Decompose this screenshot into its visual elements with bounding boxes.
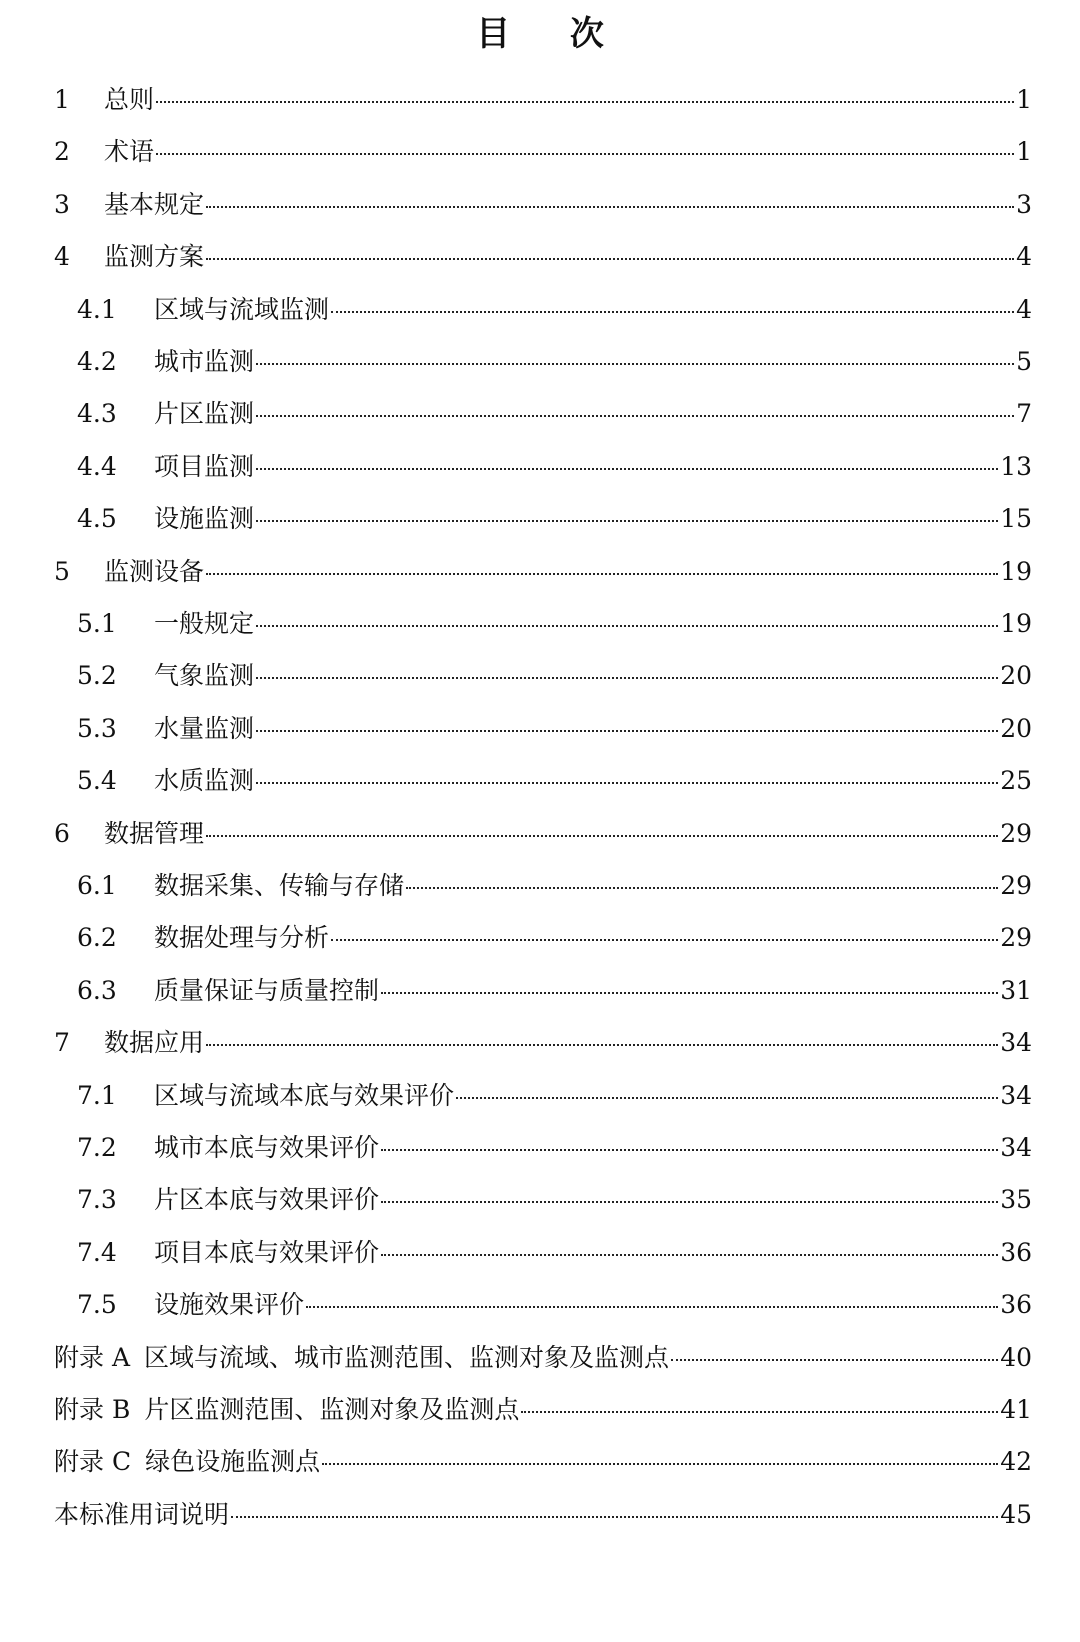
toc-entry-label: 水量监测 [154, 713, 255, 743]
dot-leader [256, 623, 998, 627]
toc-entry-number: 5.3 [77, 713, 117, 743]
toc-entry-number: 附录 A [54, 1342, 131, 1372]
toc-entry-number: 7.5 [77, 1290, 117, 1320]
toc-entry-page-number: 25 [1000, 766, 1032, 796]
toc-entry[interactable] [54, 185, 1032, 225]
toc-entry-page-number: 4 [1016, 294, 1032, 324]
dot-leader [206, 833, 998, 837]
toc-entry-page-number: 36 [1000, 1237, 1032, 1267]
toc-entry-number: 附录 C [54, 1447, 132, 1477]
dot-leader [406, 885, 998, 889]
toc-entry-page-number: 7 [1016, 399, 1032, 429]
toc-entry[interactable] [54, 1390, 1032, 1430]
toc-entry[interactable] [77, 1180, 1032, 1220]
toc-entry-page-number: 1 [1016, 85, 1032, 114]
toc-entry-label: 监测设备 [104, 556, 205, 586]
toc-entry[interactable] [54, 552, 1032, 592]
toc-entry-number: 4 [54, 242, 70, 272]
toc-entry-label: 一般规定 [154, 609, 255, 638]
toc-entry[interactable] [54, 80, 1032, 120]
toc-entry-page-number: 3 [1016, 189, 1032, 219]
dot-leader [671, 1357, 998, 1361]
toc-entry-label: 设施监测 [154, 504, 255, 534]
toc-entry-number: 4.2 [77, 347, 117, 376]
dot-leader [456, 1095, 998, 1099]
toc-entry[interactable] [77, 1233, 1032, 1273]
toc-entry-page-number: 20 [1000, 661, 1032, 691]
toc-entry-page-number: 35 [1000, 1185, 1032, 1215]
toc-entry-page-number: 42 [1000, 1447, 1032, 1477]
toc-entry-number: 5.1 [77, 609, 117, 638]
toc-entry-page-number: 19 [1000, 556, 1032, 586]
dot-leader [156, 99, 1014, 103]
toc-entry[interactable] [77, 499, 1032, 539]
dot-leader [322, 1461, 998, 1465]
toc-entry-label: 水质监测 [154, 766, 255, 796]
toc-entry-page-number: 29 [1000, 818, 1032, 848]
toc-entry-label: 区域与流域本底与效果评价 [154, 1080, 455, 1110]
page-title: 目 次 [476, 14, 628, 54]
dot-leader [256, 361, 1014, 365]
dot-leader [206, 571, 998, 575]
toc-entry-number: 1 [54, 85, 70, 114]
dot-leader [256, 675, 998, 679]
toc-entry-number: 5.4 [77, 766, 117, 796]
toc-entry-page-number: 20 [1000, 713, 1032, 743]
toc-entry-label: 设施效果评价 [154, 1290, 305, 1320]
dot-leader [256, 518, 998, 522]
toc-entry-label: 气象监测 [154, 661, 255, 691]
toc-entry[interactable] [54, 132, 1032, 172]
toc-entry[interactable] [77, 709, 1032, 749]
toc-entry-number: 4.1 [77, 294, 117, 324]
toc-entry-number: 5.2 [77, 661, 117, 691]
toc-entry-number: 附录 B [54, 1395, 131, 1424]
toc-entry-label: 片区监测 [154, 399, 255, 429]
toc-entry-page-number: 40 [1000, 1342, 1032, 1372]
dot-leader [256, 466, 998, 470]
toc-entry-page-number: 41 [1000, 1395, 1032, 1424]
dot-leader [256, 728, 998, 732]
toc-entry-number: 6 [54, 818, 70, 848]
toc-entry-label: 数据应用 [104, 1028, 205, 1058]
toc-entry-label: 城市本底与效果评价 [154, 1133, 380, 1162]
toc-entry[interactable] [77, 866, 1032, 906]
toc-entry[interactable] [77, 918, 1032, 958]
toc-entry-label: 片区本底与效果评价 [154, 1185, 380, 1215]
toc-entry-page-number: 15 [1000, 504, 1032, 534]
toc-entry[interactable] [54, 814, 1032, 854]
toc-entry-page-number: 45 [1000, 1499, 1032, 1529]
toc-entry-label: 基本规定 [104, 189, 205, 219]
toc-entry[interactable] [77, 1128, 1032, 1168]
toc-entry[interactable] [77, 971, 1032, 1011]
toc-entry-label: 数据处理与分析 [154, 923, 330, 953]
toc-entry-number: 4.4 [77, 451, 117, 481]
dot-leader [331, 309, 1014, 313]
toc-entry[interactable] [77, 394, 1032, 434]
toc-entry[interactable] [77, 1285, 1032, 1325]
toc-entry-page-number: 4 [1016, 242, 1032, 272]
toc-entry-label: 片区监测范围、监测对象及监测点 [144, 1395, 520, 1424]
dot-leader [206, 204, 1014, 208]
dot-leader [381, 990, 998, 994]
toc-entry-page-number: 34 [1000, 1133, 1032, 1162]
toc-entry-page-number: 13 [1000, 451, 1032, 481]
toc-entry-label: 项目监测 [154, 451, 255, 481]
toc-entry-page-number: 29 [1000, 871, 1032, 900]
dot-leader [381, 1147, 998, 1151]
dot-leader [231, 1514, 998, 1518]
toc-entry[interactable] [54, 1338, 1032, 1378]
toc-entry-page-number: 5 [1016, 347, 1032, 376]
toc-entry-label: 质量保证与质量控制 [154, 975, 380, 1005]
toc-entry-label: 术语 [104, 137, 155, 167]
toc-entry[interactable] [54, 1442, 1032, 1482]
toc-entry-number: 7.2 [77, 1133, 117, 1162]
toc-entry-number: 6.1 [77, 871, 117, 900]
toc-entry-label: 本标准用词说明 [54, 1499, 230, 1529]
dot-leader [256, 780, 998, 784]
toc-entry[interactable] [77, 761, 1032, 801]
dot-leader [206, 1042, 998, 1046]
toc-entry-number: 4.5 [77, 504, 117, 534]
toc-entry[interactable] [77, 342, 1032, 382]
toc-entry-label: 监测方案 [104, 242, 205, 272]
toc-entry-number: 5 [54, 556, 70, 586]
toc-entry[interactable] [77, 447, 1032, 487]
toc-entry-number: 7.1 [77, 1080, 117, 1110]
dot-leader [156, 151, 1014, 155]
toc-entry-number: 3 [54, 189, 70, 219]
toc-entry[interactable] [77, 656, 1032, 696]
toc-entry-label: 绿色设施监测点 [145, 1447, 321, 1477]
toc-entry-number: 2 [54, 137, 70, 167]
toc-entry-page-number: 36 [1000, 1290, 1032, 1320]
toc-entry[interactable] [54, 1495, 1032, 1535]
toc-entry-page-number: 1 [1016, 137, 1032, 167]
dot-leader [521, 1409, 998, 1413]
toc-entry-label: 项目本底与效果评价 [154, 1237, 380, 1267]
toc-entry[interactable] [54, 1023, 1032, 1063]
toc-entry-page-number: 31 [1000, 975, 1032, 1005]
dot-leader [256, 413, 1014, 417]
toc-entry-page-number: 34 [1000, 1028, 1032, 1058]
toc-entry-label: 城市监测 [154, 347, 255, 376]
toc-entry-number: 4.3 [77, 399, 117, 429]
toc-entry-label: 数据采集、传输与存储 [154, 871, 405, 900]
toc-entry-page-number: 19 [1000, 609, 1032, 638]
toc-entry-label: 总则 [104, 85, 155, 114]
toc-entry-number: 6.3 [77, 975, 117, 1005]
toc-entry-label: 区域与流域监测 [154, 294, 330, 324]
dot-leader [306, 1304, 998, 1308]
dot-leader [381, 1252, 998, 1256]
dot-leader [331, 937, 998, 941]
toc-entry-page-number: 34 [1000, 1080, 1032, 1110]
toc-entry-number: 7 [54, 1028, 70, 1058]
toc-entry[interactable] [77, 604, 1032, 644]
toc-entry[interactable] [54, 237, 1032, 277]
dot-leader [206, 256, 1014, 260]
toc-entry[interactable] [77, 1076, 1032, 1116]
toc-entry[interactable] [77, 290, 1032, 330]
dot-leader [381, 1199, 998, 1203]
toc-entry-label: 数据管理 [104, 818, 205, 848]
toc-entry-number: 7.3 [77, 1185, 117, 1215]
toc-entry-number: 7.4 [77, 1237, 117, 1267]
toc-entry-label: 区域与流域、城市监测范围、监测对象及监测点 [144, 1342, 670, 1372]
toc-entry-number: 6.2 [77, 923, 117, 953]
toc-entry-page-number: 29 [1000, 923, 1032, 953]
